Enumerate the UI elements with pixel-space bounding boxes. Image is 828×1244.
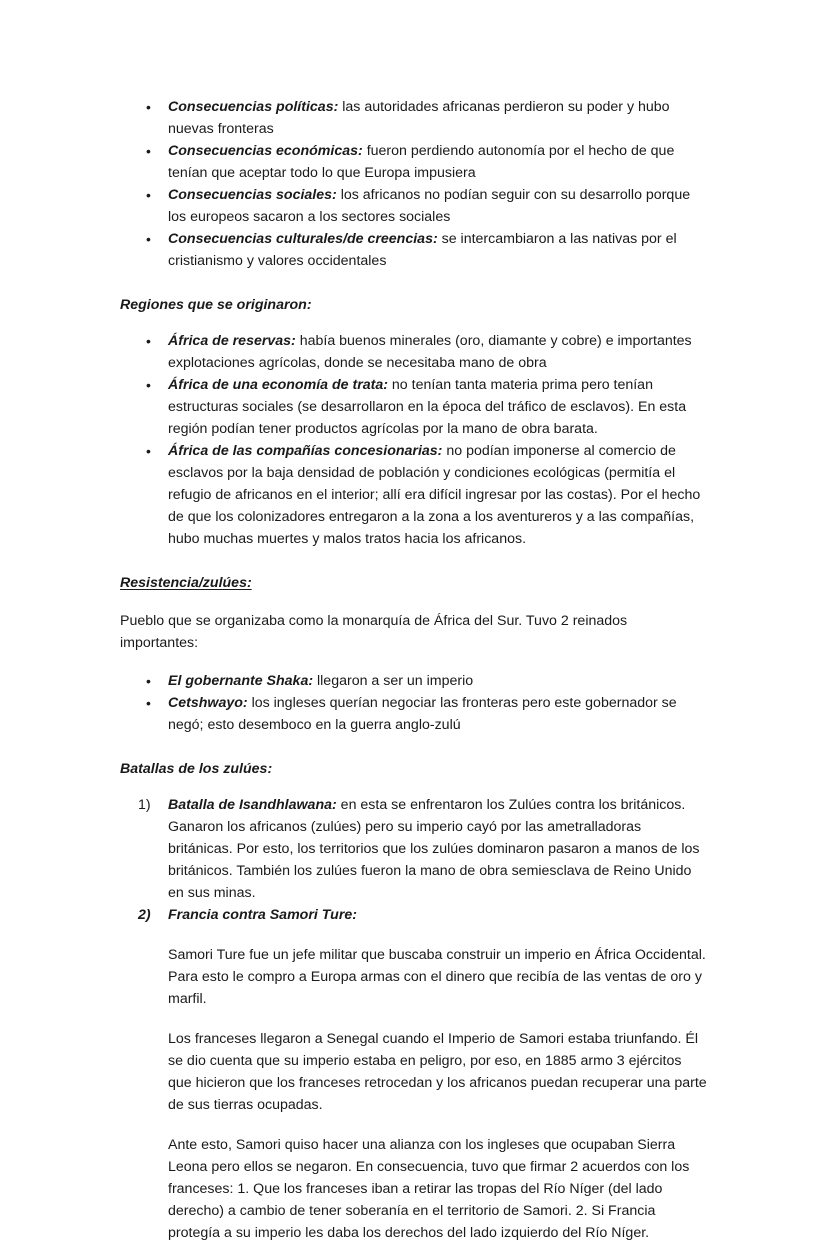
list-item: [120, 330, 708, 374]
samori-paragraph: Samori Ture fue un jefe militar que buscaba construir un imperio en África Occidental. Para esto le compro a Europa armas con el dinero que recibía de las ventas de oro y marfil.: [168, 947, 706, 1007]
list-item-lead: África de una economía de trata:: [168, 377, 388, 393]
spacer: [120, 780, 708, 794]
regions-heading: Regiones que se originaron:: [120, 297, 312, 313]
samori-paragraph: Ante esto, Samori quiso hacer una alianza con los ingleses que ocupaban Sierra Leona pero ellos se negaron. En consecuencia, tuvo que firmar 2 acuerdos con los franceses: 1. Que los franceses iban a retirar las tropas del Río Níger (del lado derecho) a cambio de tener soberanía en el territorio de Samori. 2. Si Francia protegía a su imperio les daba los derechos del lado izquierdo del Río Níger.: [168, 1137, 690, 1241]
list-marker: 2): [138, 907, 151, 923]
battles-heading: Batallas de los zulúes:: [120, 761, 273, 777]
regions-list: [120, 330, 708, 550]
list-item-text: había buenos minerales (oro, diamante y cobre) e importantes explotaciones agrícolas, donde se necesitaba mano de obra: [168, 333, 692, 371]
list-item-text: los ingleses querían negociar las fronteras pero este gobernador se negó; esto desemboco en la guerra anglo-zulú: [168, 695, 677, 733]
spacer: [120, 550, 708, 572]
spacer: [120, 316, 708, 330]
samori-paragraph: Los franceses llegaron a Senegal cuando el Imperio de Samori estaba triunfando. Él se dio cuenta que su imperio estaba en peligro, por eso, en 1885 armo 3 ejércitos que hicieron que los franceses retrocedan y los africanos puedan recuperar una parte de sus tierras ocupadas.: [168, 1031, 707, 1113]
spacer: [120, 926, 708, 944]
list-item: [120, 374, 708, 440]
spacer: [120, 654, 708, 670]
list-item: [120, 184, 708, 228]
list-item-text: los africanos no podían seguir con su desarrollo porque los europeos sacaron a los sectores sociales: [168, 187, 691, 225]
resistance-heading: Resistencia/zulúes:: [120, 575, 252, 591]
spacer: [120, 1010, 708, 1028]
list-item: [120, 670, 708, 692]
list-item-text: se intercambiaron a las nativas por el cristianismo y valores occidentales: [168, 231, 677, 269]
list-item-lead: El gobernante Shaka:: [168, 673, 314, 689]
numbered-list-item: [120, 794, 708, 904]
list-item-text: en esta se enfrentaron los Zulúes contra los británicos. Ganaron los africanos (zulúes) pero su imperio cayó por las ametralladoras británicas. Por esto, los territorios que los zulúes dominaron pasaron a manos de los británicos. También los zulúes fueron la mano de obra semiesclava de Reino Unido en sus minas.: [168, 797, 700, 901]
list-item: [120, 440, 708, 550]
document-body: [120, 96, 708, 1244]
list-item-lead: África de las compañías concesionarias:: [168, 443, 443, 459]
list-marker: 1): [138, 797, 151, 813]
list-item-text: fueron perdiendo autonomía por el hecho de que tenían que aceptar todo lo que Europa impusiera: [168, 143, 675, 181]
list-item-lead: Consecuencias culturales/de creencias:: [168, 231, 438, 247]
list-item-text: llegaron a ser un imperio: [313, 673, 474, 689]
spacer: [120, 272, 708, 294]
spacer: [120, 1116, 708, 1134]
list-item: [120, 96, 708, 140]
resistance-intro: Pueblo que se organizaba como la monarquía de África del Sur. Tuvo 2 reinados importantes:: [120, 613, 628, 651]
list-item-text: no podían imponerse al comercio de esclavos por la baja densidad de población y condiciones ecológicas (permitía el refugio de africanos en el interior; allí era difícil ingresar por las costas). Por el hecho de que los colonizadores entregaron a la zona a los aventureros y a las compañías, hubo muchas muertes y malos tratos hacia los africanos.: [168, 443, 701, 547]
list-item-lead: Cetshwayo:: [168, 695, 248, 711]
list-item-lead: Consecuencias políticas:: [168, 99, 339, 115]
list-item-lead: Consecuencias económicas:: [168, 143, 363, 159]
spacer: [120, 736, 708, 758]
resistance-list: [120, 670, 708, 736]
list-item-text: las autoridades africanas perdieron su poder y hubo nuevas fronteras: [168, 99, 670, 137]
list-item: [120, 228, 708, 272]
list-item-text: Francia contra Samori Ture:: [168, 907, 357, 923]
numbered-list-item: [120, 904, 708, 926]
list-item: [120, 140, 708, 184]
list-item-text: no tenían tanta materia prima pero tenían estructuras sociales (se desarrollaron en la época del tráfico de esclavos). En esta región podían tener productos agrícolas por la mano de obra barata.: [168, 377, 687, 437]
consequences-list: [120, 96, 708, 272]
list-item: [120, 692, 708, 736]
list-item-lead: Consecuencias sociales:: [168, 187, 337, 203]
battles-list: [120, 794, 708, 926]
list-item-lead: África de reservas:: [168, 333, 296, 349]
spacer: [120, 594, 708, 610]
list-item-lead: Batalla de Isandhlawana:: [168, 797, 337, 813]
